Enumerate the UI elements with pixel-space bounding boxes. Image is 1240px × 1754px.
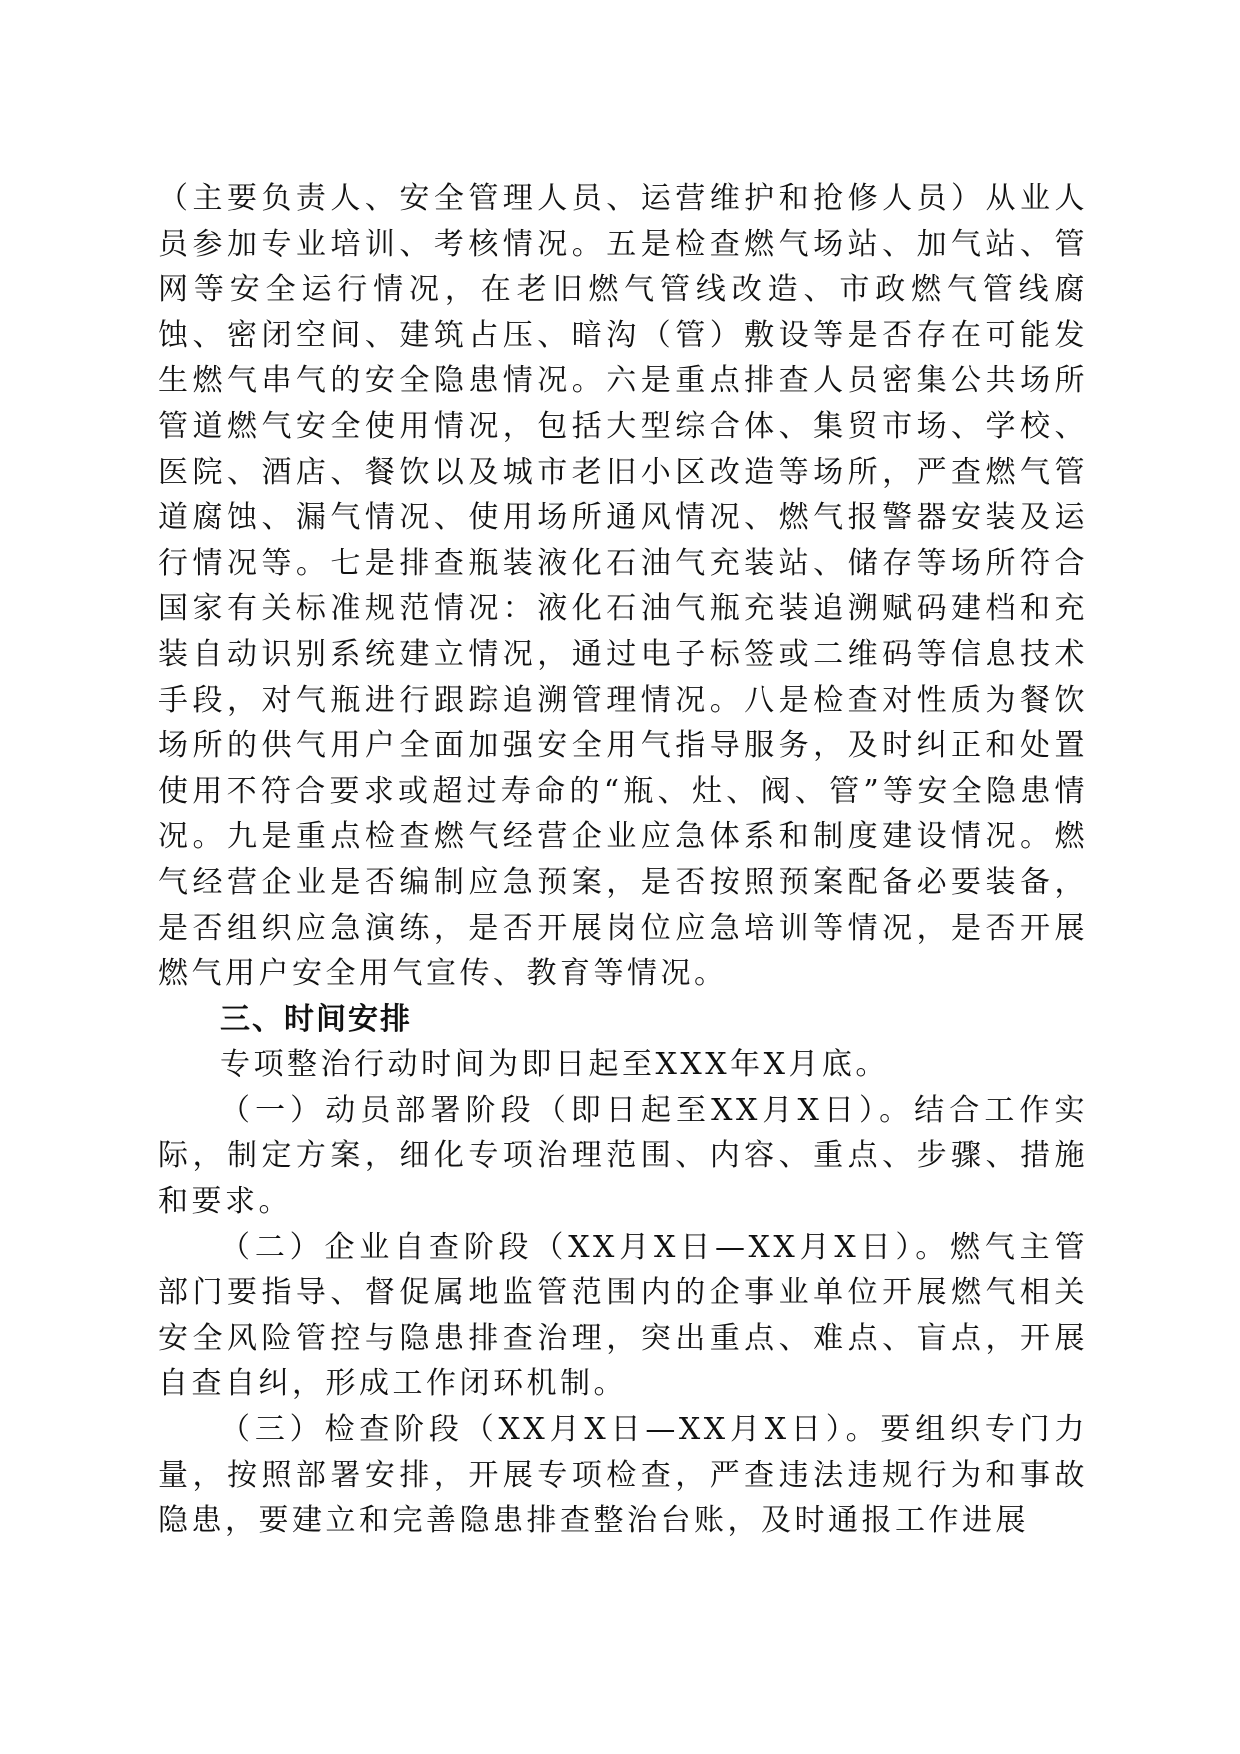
- schedule-intro-paragraph: 专项整治行动时间为即日起至XXX年X月底。: [220, 1047, 889, 1083]
- schedule-phase-1-paragraph: （一）动员部署阶段（即日起至XX月X日）。结合工作实际，制定方案，细化专项治理范围、内容、重点、步骤、措施和要求。: [158, 1092, 1088, 1220]
- schedule-phase-3-paragraph: （三）检查阶段（XX月X日—XX月X日）。要组织专门力量，按照部署安排，开展专项检查，严查违法违规行为和事故隐患，要建立和完善隐患排查整治台账，及时通报工作进展: [158, 1412, 1088, 1539]
- document-page: [158, 176, 1088, 1544]
- section-heading-schedule: 三、时间安排: [220, 1001, 412, 1037]
- body-paragraph-continued: （主要负责人、安全管理人员、运营维护和抢修人员）从业人员参加专业培训、考核情况。五是检查燃气场站、加气站、管网等安全运行情况，在老旧燃气管线改造、市政燃气管线腐蚀、密闭空间、建筑占压、暗沟（管）敷设等是否存在可能发生燃气串气的安全隐患情况。六是重点排查人员密集公共场所管道燃气安全使用情况，包括大型综合体、集贸市场、学校、医院、酒店、餐饮以及城市老旧小区改造等场所，严查燃气管道腐蚀、漏气情况、使用场所通风情况、燃气报警器安装及运行情况等。七是排查瓶装液化石油气充装站、储存等场所符合国家有关标准规范情况：液化石油气瓶充装追溯赋码建档和充装自动识别系统建立情况，通过电子标签或二维码等信息技术手段，对气瓶进行跟踪追溯管理情况。八是检查对性质为餐饮场所的供气用户全面加强安全用气指导服务，及时纠正和处置使用不符合要求或超过寿命的“瓶、灶、阀、管”等安全隐患情况。九是重点检查燃气经营企业应急体系和制度建设情况。燃气经营企业是否编制应急预案，是否按照预案配备必要装备，是否组织应急演练，是否开展岗位应急培训等情况，是否开展燃气用户安全用气宣传、教育等情况。: [158, 181, 1088, 992]
- schedule-phase-2-paragraph: （二）企业自查阶段（XX月X日—XX月X日）。燃气主管部门要指导、督促属地监管范围内的企事业单位开展燃气相关安全风险管控与隐患排查治理，突出重点、难点、盲点，开展自查自纠，形成工作闭环机制。: [158, 1229, 1088, 1402]
